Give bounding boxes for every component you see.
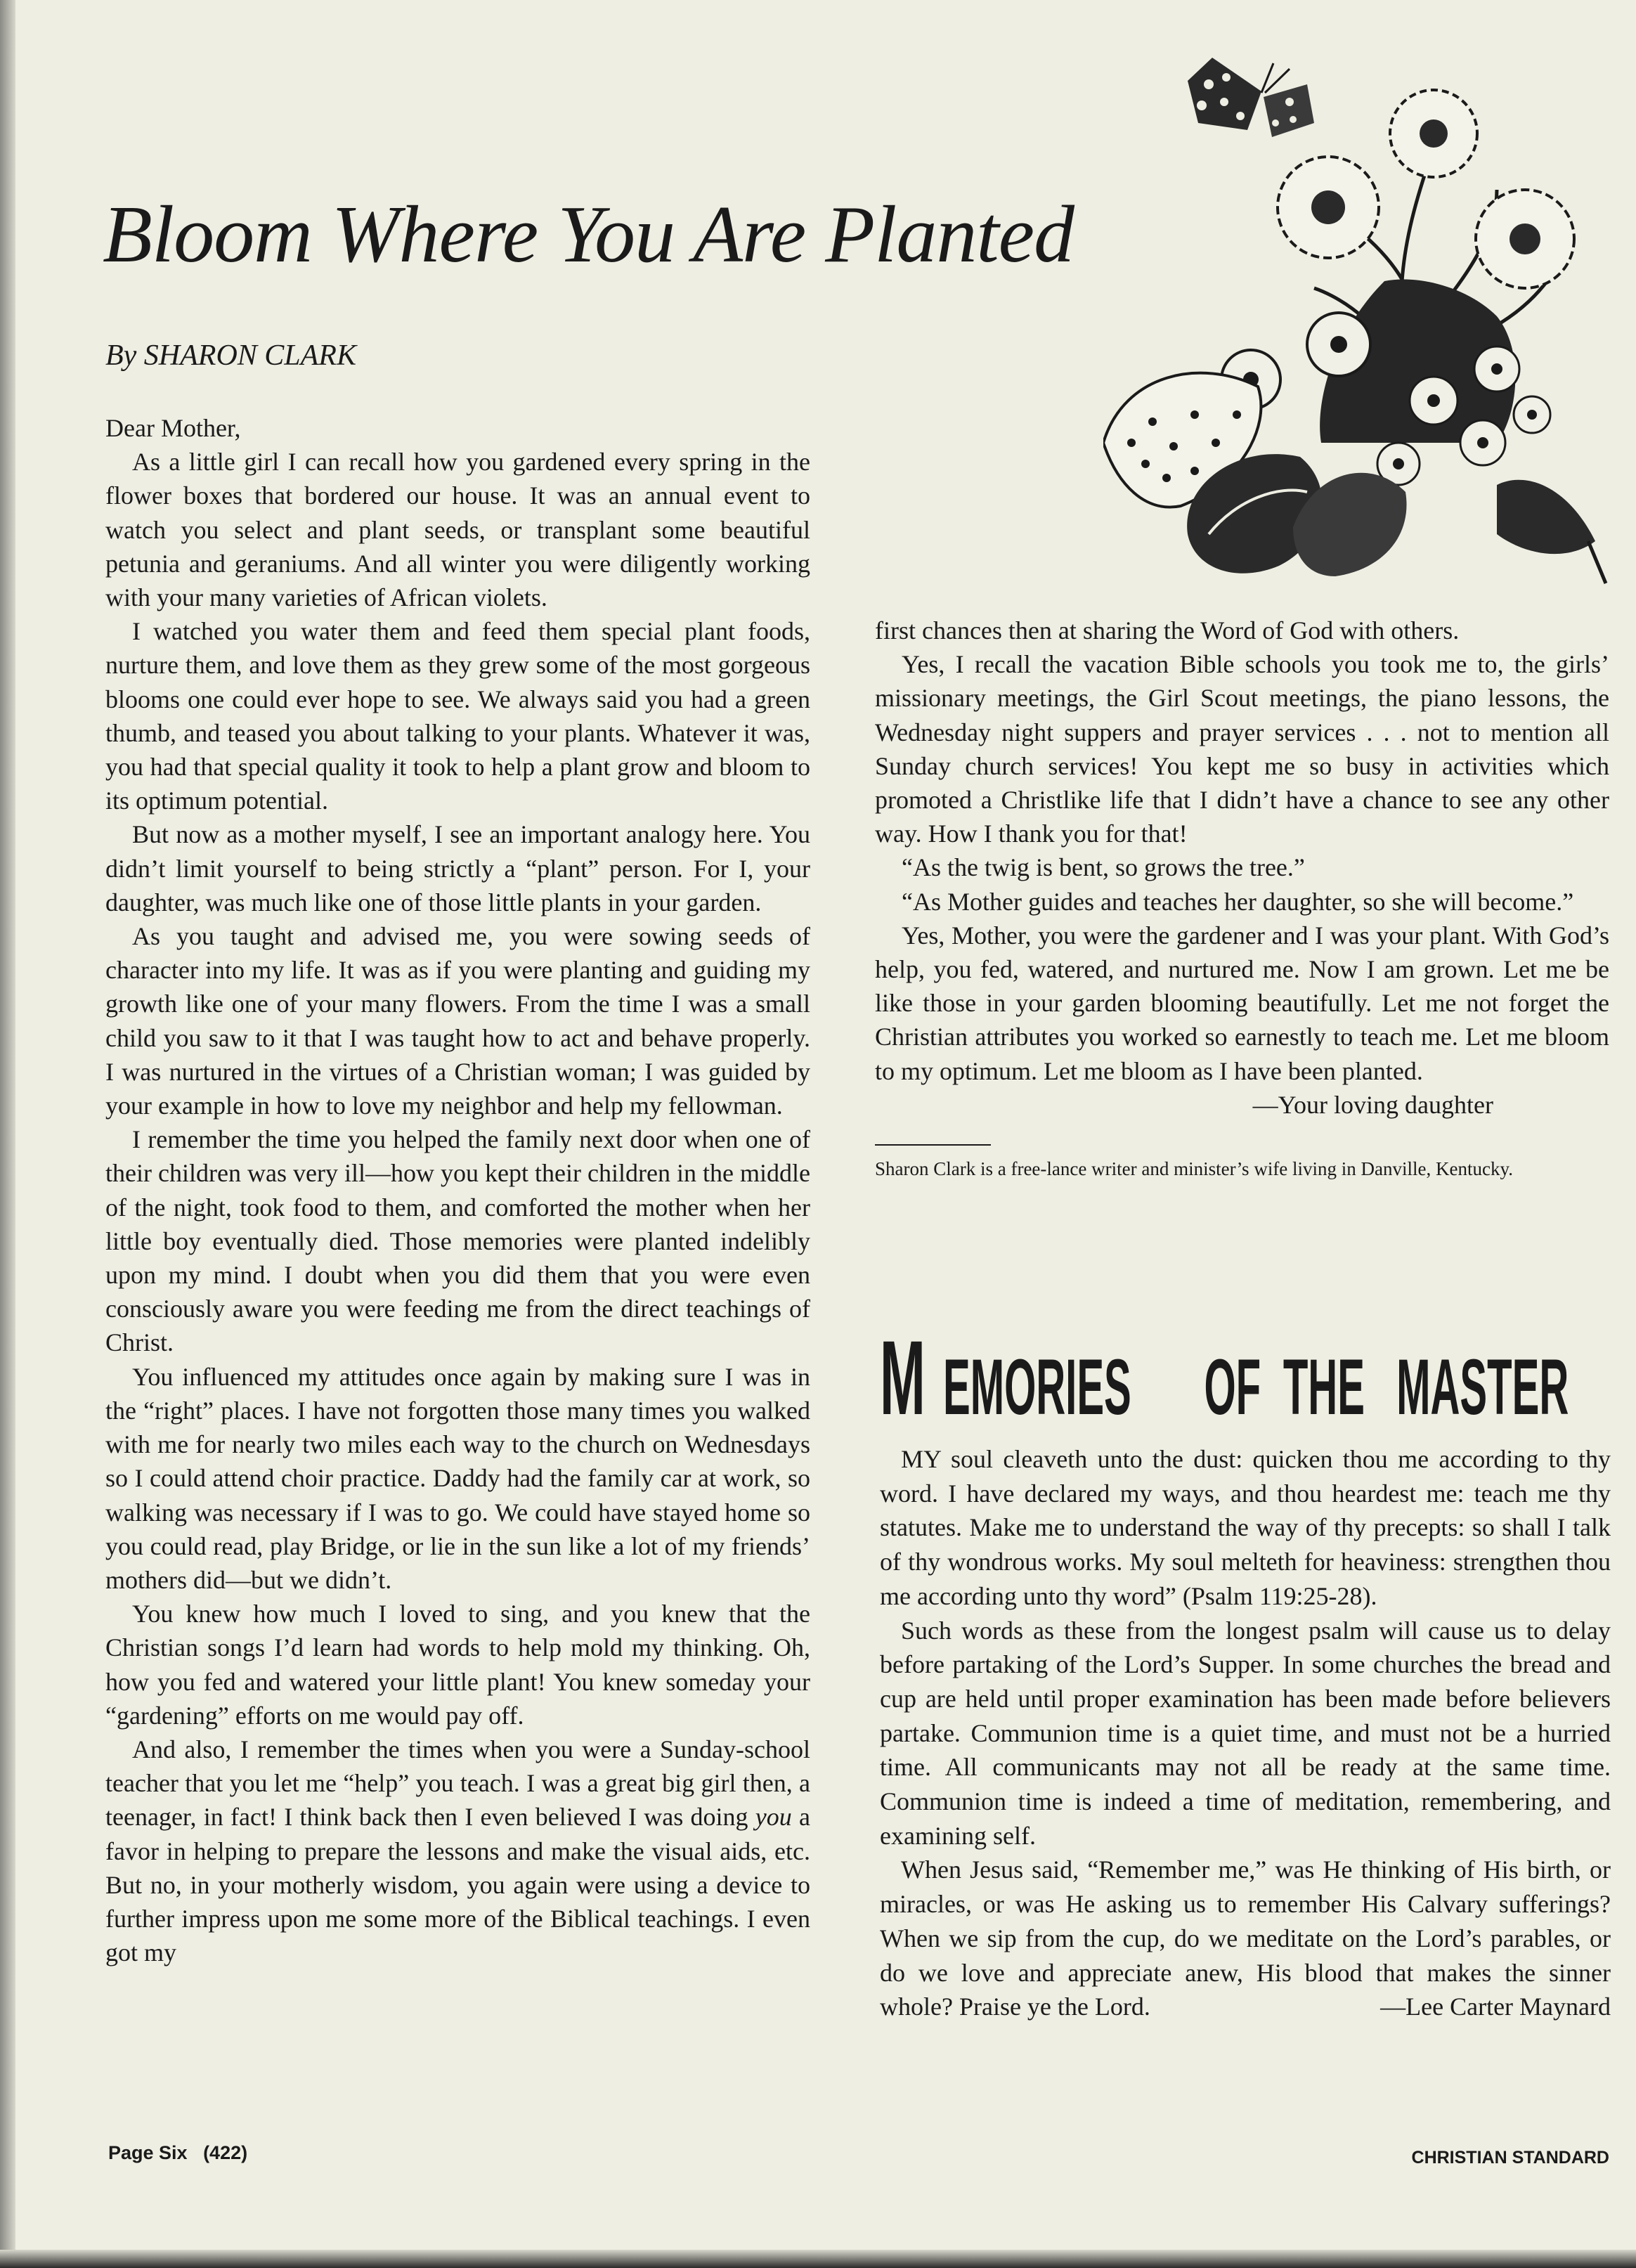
emphasis: you [755,1803,792,1832]
paragraph: MY soul cleaveth unto the dust: quicken thou me according to thy word. I have declared my ways, and thou heardest me: teach me thy statutes. Make me to understand the way of thy precepts: so shall I talk of thy wondrous works. My soul melteth for heaviness: strengthen thou me according unto thy word” (Psalm 119:25-28). [880,1445,1611,1610]
heading-text: THE [1283,1343,1365,1431]
heading-text: OF [1204,1343,1261,1431]
page-number: Page Six (422) [108,2142,248,2163]
quote: “As the twig is bent, so grows the tree.” [902,853,1305,882]
salutation: Dear Mother, [105,414,241,442]
daisy-icon [1278,157,1379,258]
article-byline: By SHARON CLARK [105,339,356,372]
page-bottom-shadow [0,2250,1636,2268]
paragraph: Such words as these from the longest psalm will cause us to delay before partaking of the Lord’s Supper. In some churches the bread and cup are held until proper examination has been made before believers partake. Communion time is a quiet time, and must not be a hurried time. All communicants may not all be ready at the same time. Communion time is indeed a time of meditation, remembering, and examining self. [880,1616,1611,1850]
page-edge-shadow [0,0,15,2268]
author-bio: Sharon Clark is a free-lance writer and minister’s wife living in Danville, Kentucky. [875,1158,1513,1180]
paragraph: As you taught and advised me, you were sowing seeds of character into my life. It was as if you were planting and guiding my growth like one of your many flowers. From the time I was a small child you saw to it that I was taught how to act and behave properly. I was nurtured in the virtues of a Christian woman; I was guided by your example in how to love my neighbor and help my fellowman. [105,922,810,1120]
paragraph: You knew how much I loved to sing, and you knew that the Christian songs I’d learn had words to help mold my thinking. Oh, how you fed and watered your little plant! You knew someday your “gardening” efforts on me would pay off. [105,1600,810,1730]
paragraph-text: And also, I remember the times when you were a Sunday-school teacher that you let me “help” you teach. I was a great big girl then, a teenager, in fact! I think back then I even believed I was doing [105,1735,810,1832]
paragraph-text: When Jesus said, “Remember me,” was He thinking of His birth, or miracles, or was He asking us to remember His Calvary sufferings? When we sip from the cup, do we meditate on the Lord’s parables, or do we love and appreciate anew, His blood that makes the sinner whole? Praise ye the Lord. [880,1855,1611,2021]
memories-column [880,1442,1611,2024]
heading-text: EMORIES [942,1343,1131,1431]
publication-name: CHRISTIAN STANDARD [1411,2148,1609,2167]
paragraph: But now as a mother myself, I see an important analogy here. You didn’t limit yourself to being strictly a “plant” person. For I, your daughter, was much like one of those little plants in your garden. [105,820,810,916]
paragraph-continuation: first chances then at sharing the Word of God with others. [875,616,1460,644]
heading-initial: M [880,1318,926,1437]
heading-text: MASTER [1396,1343,1569,1431]
paragraph: Yes, I recall the vacation Bible schools you took me to, the girls’ missionary meetings, the Girl Scout meetings, the piano lessons, the Wednesday night suppers and prayer services . . . not to mention all Sunday church services! You kept me so busy in activities which promoted a Christlike life that I didn’t have a chance to see any other way. How I thank you for that! [875,650,1609,848]
pansy-icon [1307,313,1370,376]
memories-author: —Lee Carter Maynard [1380,1992,1611,2021]
flower-illustration [1103,49,1616,590]
article-title: Bloom Where You Are Planted [103,190,1075,280]
article-right-column [875,614,1609,1182]
paragraph: I remember the time you helped the family next door when one of their children was very ill—how you kept their children in the middle of the night, took food to them, and comforted the mother when her little boy eventually died. Those memories were planted indelibly upon my mind. I doubt when you did them that you were even consciously aware you were feeding me from the direct teachings of Christ. [105,1125,810,1357]
daisy-icon [1476,190,1574,288]
divider [875,1144,991,1146]
article-left-column [105,411,810,1969]
paragraph: Yes, Mother, you were the gardener and I was your plant. With God’s help, you fed, watered, and nurtured me. Now I am grown. Let me be like those in your garden blooming beautifully. Let me not forget the Christian attributes you worked so earnestly to teach me. Let me bloom to my optimum. Let me bloom as I have been planted. [875,921,1609,1085]
paragraph: You influenced my attitudes once again by making sure I was in the “right” places. I have not forgotten those many times you walked with me for nearly two miles each way to the church on Wednesdays so I could attend choir practice. Daddy had the family car at work, so walking was necessary if I was to go. We could have stayed home so you could read, play Bridge, or lie in the sun like a lot of my friends’ mothers did—but we didn’t. [105,1362,810,1594]
memories-heading [880,1318,1611,1437]
butterfly-icon [1188,58,1314,137]
daisy-icon [1390,90,1477,177]
paragraph [105,1732,810,1969]
paragraph: I watched you water them and feed them special plant foods, nurture them, and love them as they grew some of the most gorgeous blooms one could ever hope to see. We always said you had a green thumb, and teased you about talking to your plants. Whatever it was, you had that special quality it took to help a plant grow and bloom to its optimum potential. [105,617,810,815]
quote: “As Mother guides and teaches her daughter, so she will become.” [902,887,1574,916]
paragraph [880,1853,1611,2024]
paragraph-text: a favor in helping to prepare the lessons and make the visual aids, etc. But no, in your motherly wisdom, you again were using a device to further impress upon me some more of the Biblical teachings. I even got my [105,1803,810,1967]
paragraph: As a little girl I can recall how you gardened every spring in the flower boxes that bordered our house. It was an annual event to watch you select and plant seeds, or transplant some beautiful petunia and geraniums. And all winter you were diligently working with your many varieties of African violets. [105,448,810,612]
letter-signoff: —Your loving daughter [1252,1090,1493,1119]
